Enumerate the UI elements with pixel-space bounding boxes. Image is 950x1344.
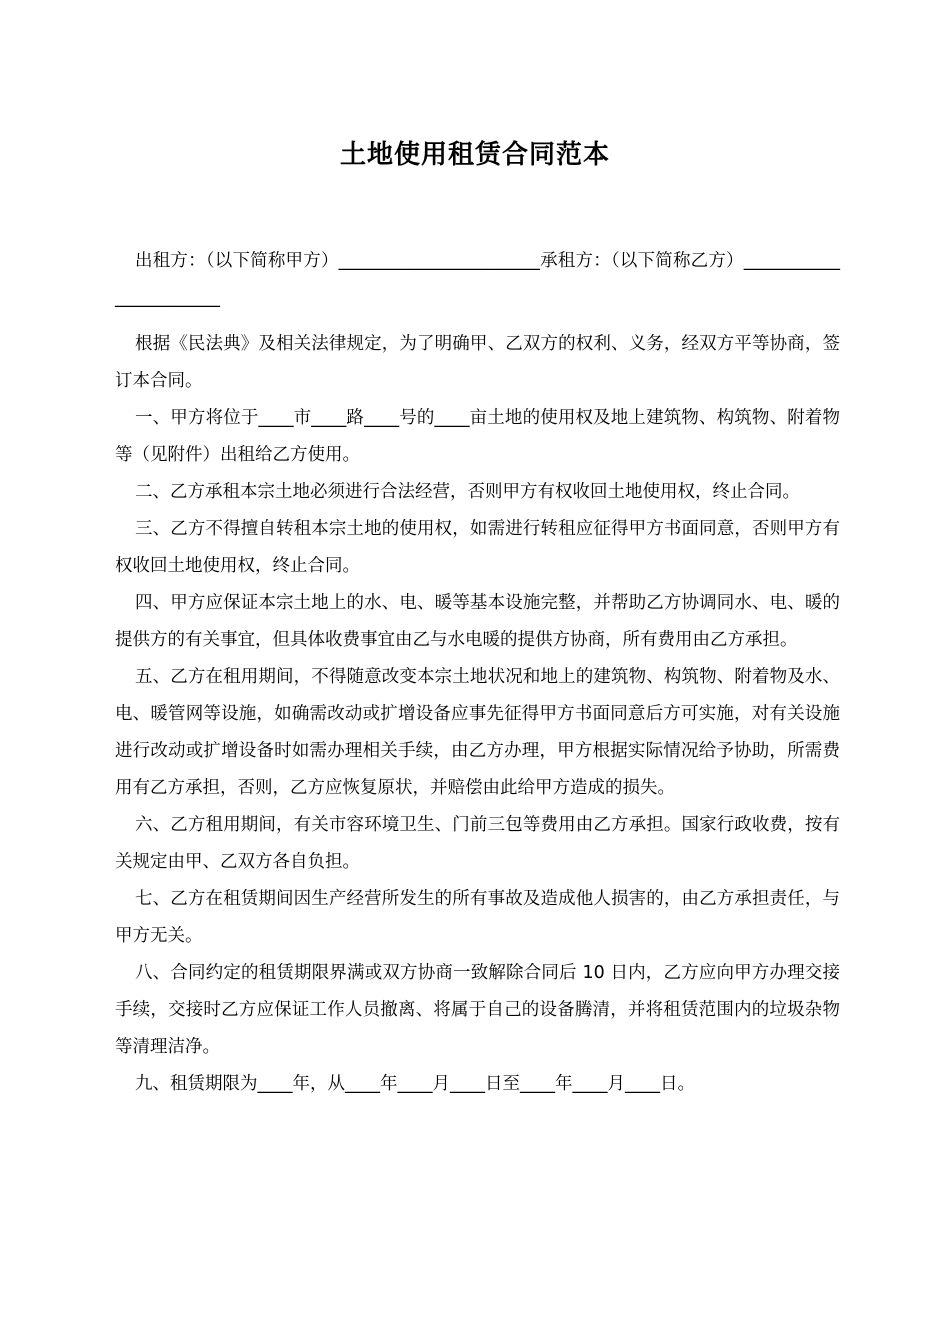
clause-7: 七、乙方在租赁期间因生产经营所发生的所有事故及造成他人损害的，由乙方承担责任，与甲方无关。 [115, 889, 840, 946]
clause-9: 九、租赁期限为____年，从____年____月____日至____年____月____日。 [135, 1074, 695, 1094]
clause-4: 四、甲方应保证本宗土地上的水、电、暖等基本设施完整，并帮助乙方协调同水、电、暖的提供方的有关事宜，但具体收费事宜由乙与水电暖的提供方协商，所有费用由乙方承担。 [115, 593, 840, 650]
clause-3: 三、乙方不得擅自转租本宗土地的使用权，如需进行转租应征得甲方书面同意，否则甲方有权收回土地使用权，终止合同。 [115, 519, 840, 576]
clause-2: 二、乙方承租本宗土地必须进行合法经营，否则甲方有权收回土地使用权，终止合同。 [135, 482, 800, 502]
document-body [115, 243, 840, 1103]
document-title: 土地使用租赁合同范本 [339, 140, 610, 170]
preamble-paragraph: 根据《民法典》及相关法律规定，为了明确甲、乙双方的权利、义务，经双方平等协商，签订本合同。 [115, 334, 840, 391]
clause-5: 五、乙方在租用期间，不得随意改变本宗土地状况和地上的建筑物、构筑物、附着物及水、电、暖管网等设施，如确需改动或扩增设备应事先征得甲方书面同意后方可实施，对有关设施进行改动或扩增设备时如需办理相关手续，由乙方办理，甲方根据实际情况给予协助，所需费用有乙方承担，否则，乙方应恢复原状，并赔偿由此给甲方造成的损失。 [115, 667, 840, 798]
parties-line: 出租方：（以下简称甲方）_______________________承租方：（以下简称乙方）_______________________ [115, 251, 840, 308]
clause-8: 八、合同约定的租赁期限界满或双方协商一致解除合同后 10 日内，乙方应向甲方办理交接手续，交接时乙方应保证工作人员撤离、将属于自己的设备腾清，并将租赁范围内的垃圾杂物等清理洁净。 [115, 963, 840, 1057]
clause-1: 一、甲方将位于____市____路____号的____亩土地的使用权及地上建筑物、构筑物、附着物等（见附件）出租给乙方使用。 [115, 408, 840, 465]
clause-6: 六、乙方租用期间，有关市容环境卫生、门前三包等费用由乙方承担。国家行政收费，按有关规定由甲、乙双方各自负担。 [115, 815, 840, 872]
